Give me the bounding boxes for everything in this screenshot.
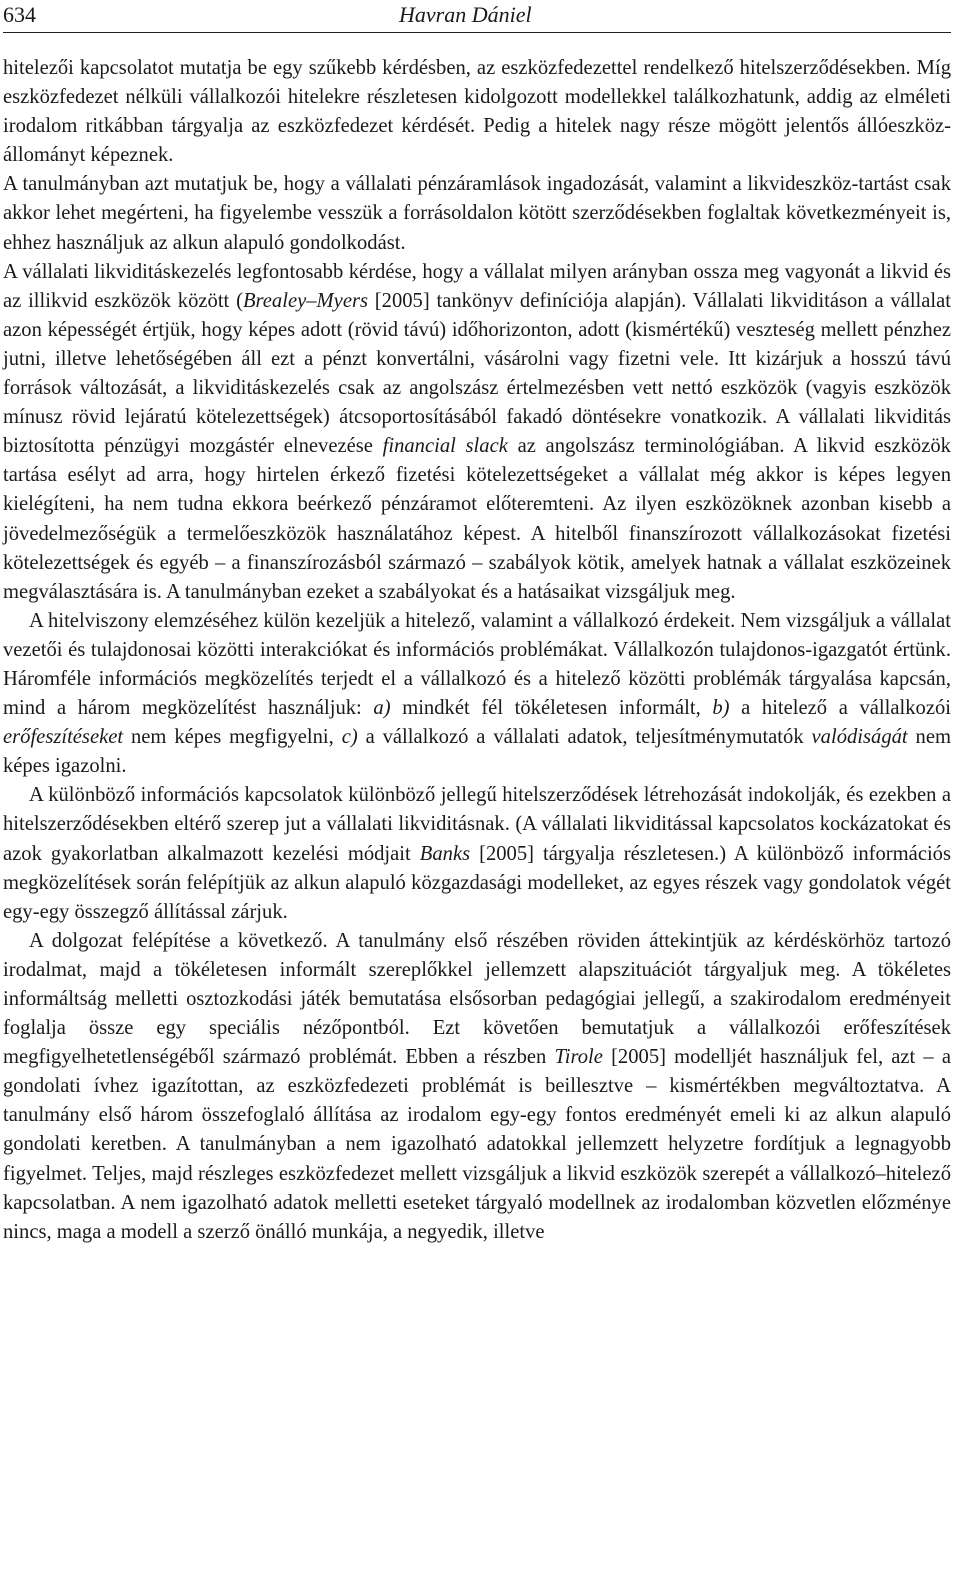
paragraph	[3, 781, 951, 926]
text-run: [2005] tankönyv definíciója alapján). Vállalati likviditáson a vállalat azon képességét értjük, hogy képes adott (rövid távú) időhorizonton, adott (kismértékű) veszteség mellett pénzhez jutni, illetve lehetőségében áll ezt a pénzt konvertálni, vásárolni vagy fizetni vele. Itt kizárjuk a hosszú távú források változását, a likviditáskezelés csak az angolszász értelmezésben vett nettó eszközök (vagyis eszközök mínusz rövid lejáratú kötelezettségek) átcsoportosításából fakadó döntésekre vonatkozik. A vállalati likviditás biztosította pénzügyi mozgástér elnevezése	[3, 289, 951, 458]
text-run: [2005] tárgyalja részletesen.) A különböző információs megközelítések során felépítjük az alkun alapuló közgazdasági modelleket, az egyes részek vagy gondolatok végét egy-egy összegző állítással zárjuk.	[3, 842, 951, 923]
italic-text: a)	[373, 697, 391, 720]
page-number: 634	[3, 2, 36, 27]
paragraph	[3, 54, 951, 170]
italic-text: Tirole	[554, 1046, 603, 1069]
italic-text: erőfeszítéseket	[3, 726, 124, 749]
italic-text: valódiságát	[811, 726, 908, 749]
text-run: a vállalkozó a vállalati adatok, teljesítménymutatók	[357, 726, 812, 749]
text-run: nem képes igazolni.	[3, 726, 951, 778]
italic-text: Banks	[419, 842, 471, 865]
text-run: A tanulmányban azt mutatjuk be, hogy a vállalati pénzáramlások ingadozását, valamint a likvideszköz-tartást csak akkor lehet megérteni, ha figyelembe vesszük a forrásoldalon kötött szerződésekben foglaltak következményeit is, ehhez használjuk az alkun alapuló gondolkodást.	[3, 173, 951, 254]
text-run: hitelezői kapcsolatot mutatja be egy szűkebb kérdésben, az eszközfedezettel rendelkező hitelszerződésekben. Míg eszközfedezet nélküli vállalkozói hitelekre részletesen kidolgozott modellekkel találkozhatunk, addig az elméleti irodalom ritkábban tárgyalja az eszközfedezet kérdését. Pedig a hitelek nagy része mögött jelentős állóeszköz-állományt képeznek.	[3, 57, 951, 167]
text-run: mindkét fél tökéletesen informált,	[390, 697, 713, 720]
text-run: a hitelező a vállalkozói	[729, 697, 951, 720]
text-run: nem képes megfigyelni,	[123, 726, 342, 749]
italic-text: Brealey–Myers	[242, 289, 368, 312]
document-page	[3, 0, 951, 1243]
text-run: A vállalati likviditáskezelés legfontosabb kérdése, hogy a vállalat milyen arányban ossza meg vagyonát a likvid és az illikvid eszközök között (	[3, 260, 951, 312]
paragraph	[3, 258, 951, 607]
italic-text: financial slack	[382, 435, 508, 458]
running-title: Havran Dániel	[399, 2, 532, 27]
body-text	[3, 54, 951, 1247]
italic-text: c)	[341, 726, 358, 749]
text-run: A különböző információs kapcsolatok különböző jellegű hitelszerződések létrehozását indokolják, és ezekben a hitelszerződésekben eltérő szerep jut a vállalati likviditásnak. (A vállalati likviditással kapcsolatos kockázatokat és azok gyakorlatban alkalmazott kezelési módjait	[3, 784, 951, 865]
text-run: [2005] modelljét használjuk fel, azt – a gondolati ívhez igazítottan, az eszközfedezeti problémát is beillesztve – kismértékben megváltoztatva. A tanulmány első három összefoglaló állítása az irodalom egy-egy fontos eredményét emeli ki az alkun alapuló gondolati keretben. A tanulmányban a nem igazolható adatokkal jellemzett helyzetre fordítjuk a legnagyobb figyelmet. Teljes, majd részleges eszközfedezet mellett vizsgáljuk a likvid eszközök szerepét a vállalkozó–hitelező kapcsolatban. A nem igazolható adatok melletti eseteket tárgyaló modellnek az irodalomban közvetlen előzménye nincs, maga a modell a szerző önálló munkája, a negyedik, illetve	[3, 1046, 951, 1243]
text-run: az angolszász terminológiában. A likvid eszközök tartása esélyt ad arra, hogy hirtelen érkező fizetési kötelezettségeket a vállalat még akkor is képes legyen kielégíteni, ha nem tudna ekkora beérkező pénzáramot előteremteni. Az ilyen eszközöknek azonban kisebb a jövedelmezőségük a termelőeszközök használatához képest. A hitelből finanszírozott vállalkozásokat fizetési kötelezettségek és egyéb – a finanszírozásból származó – szabályok kötik, amelyek hatnak a vállalat eszközeinek megválasztására is. A tanulmányban ezeket a szabályokat és a hatásaikat vizsgáljuk meg.	[3, 435, 951, 603]
text-run: A hitelviszony elemzéséhez külön kezeljük a hitelező, valamint a vállalkozó érdekeit. Nem vizsgáljuk a vállalat vezetői és tulajdonosai közötti interakciókat és információs problémákat. Vállalkozón tulajdonos-igazgatót értünk. Háromféle információs megközelítés terjedt el a vállalkozó és a hitelező közötti problémák tárgyalása kapcsán, mind a három megközelítést használjuk:	[3, 609, 951, 720]
paragraph	[3, 607, 951, 782]
header-rule	[3, 32, 951, 33]
running-header	[3, 0, 951, 30]
paragraph	[3, 927, 951, 1247]
paragraph	[3, 170, 951, 257]
italic-text: b)	[712, 697, 730, 720]
text-run: A dolgozat felépítése a következő. A tanulmány első részében röviden áttekintjük az kérdéskörhöz tartozó irodalmat, majd a tökéletesen informált szereplőkkel jellemzett alapszituációt tárgyaljuk meg. A tökéletes informáltság melletti osztozkodási játék bemutatása elsősorban pedagógiai jellegű, a szakirodalom eredményeit foglalja össze egy speciális nézőpontból. Ezt követően bemutatjuk a vállalkozói erőfeszítések megfigyelhetetlenségéből származó problémát. Ebben a részben	[3, 929, 951, 1069]
